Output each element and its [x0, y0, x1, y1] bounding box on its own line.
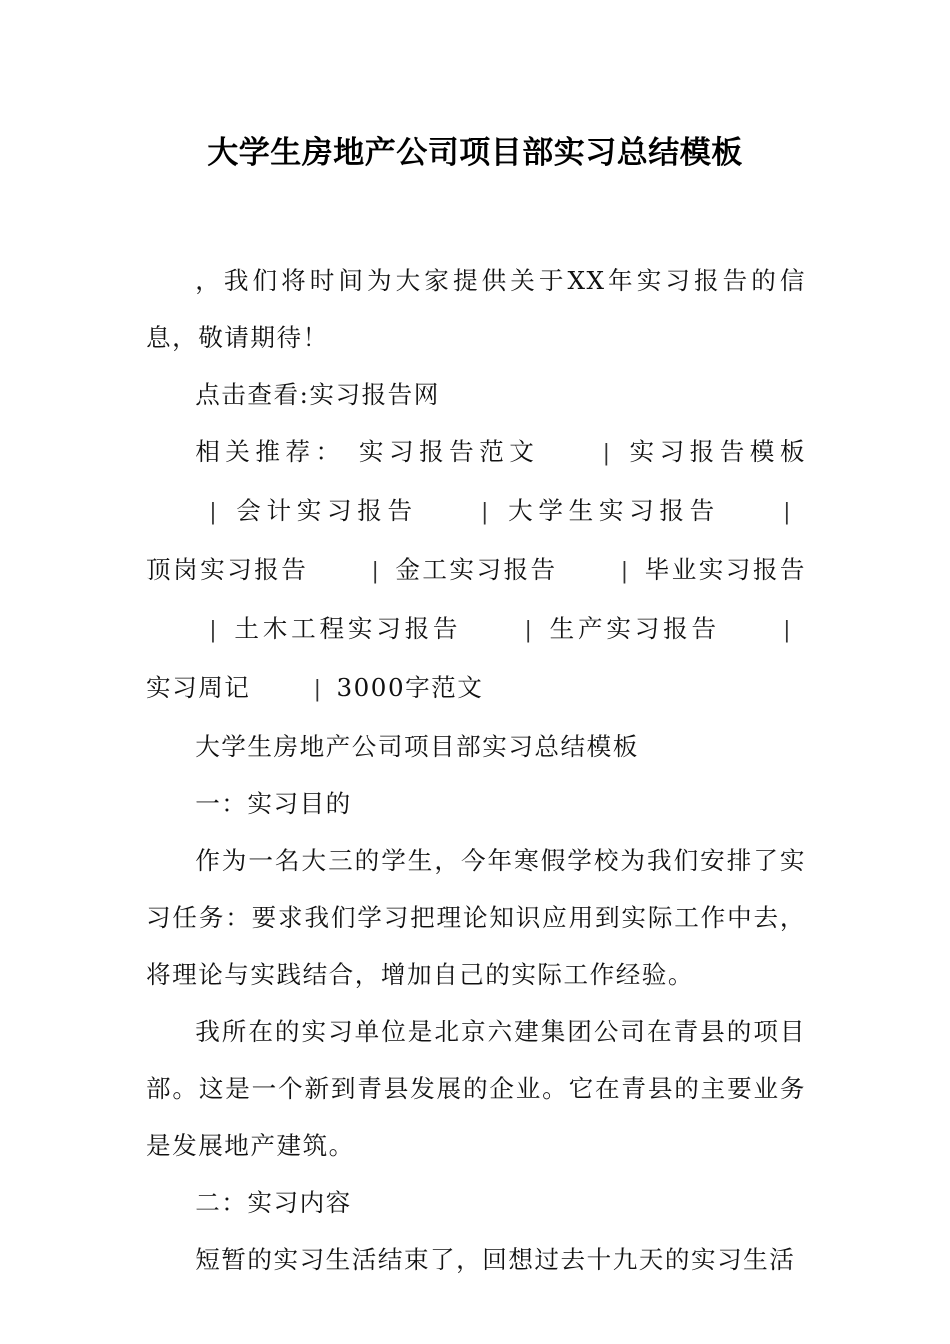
related-recommendations — [146, 423, 806, 718]
section-heading-content: 二：实习内容 — [195, 1188, 352, 1217]
related-link-graduation-report[interactable]: 毕业实习报告 — [643, 555, 806, 584]
related-link-report-template[interactable]: 实习报告模板 — [625, 437, 806, 466]
document-body — [146, 252, 806, 1288]
link-separator: | — [209, 500, 219, 525]
document-title: 大学生房地产公司项目部实习总结模板 — [207, 135, 743, 171]
related-link-student-report[interactable]: 大学生实习报告 — [503, 496, 720, 525]
section-heading-purpose: 一：实习目的 — [195, 789, 352, 818]
link-separator: | — [783, 618, 792, 643]
link-separator: | — [620, 559, 630, 584]
related-link-production-report[interactable]: 生产实习报告 — [547, 614, 720, 643]
link-separator: | — [524, 618, 534, 643]
link-separator: | — [313, 677, 323, 702]
link-separator: | — [783, 500, 792, 525]
related-link-post-report[interactable]: 顶岗实习报告 — [146, 555, 309, 584]
related-link-metalwork-report[interactable]: 金工实习报告 — [394, 555, 558, 584]
click-view-line: 点击查看:实习报告网 — [195, 380, 440, 409]
related-link-weekly-journal[interactable]: 实习周记 — [146, 673, 251, 702]
related-link-3000-words[interactable]: 3000字范文 — [336, 673, 484, 702]
related-link-accounting-report[interactable]: 会计实习报告 — [232, 496, 418, 525]
paragraph-content-start: 短暂的实习生活结束了，回想过去十九天的实习生活 — [195, 1245, 796, 1274]
paragraph-purpose: 作为一名大三的学生，今年寒假学校为我们安排了实习任务：要求我们学习把理论知识应用到实际工作中去，将理论与实践结合，增加自己的实际工作经验。 — [146, 846, 806, 989]
related-link-civil-engineering-report[interactable]: 土木工程实习报告 — [232, 614, 462, 643]
link-separator: | — [209, 618, 219, 643]
link-separator: | — [481, 500, 490, 525]
related-link-report-samples[interactable]: 实习报告范文 — [358, 437, 540, 466]
link-separator: | — [602, 441, 612, 466]
link-separator: | — [371, 559, 381, 584]
paragraph-unit: 我所在的实习单位是北京六建集团公司在青县的项目部。这是一个新到青县发展的企业。它在青县的主要业务是发展地产建筑。 — [146, 1017, 806, 1160]
intro-paragraph: ，我们将时间为大家提供关于XX年实习报告的信息，敬请期待！ — [146, 266, 806, 352]
repeat-title: 大学生房地产公司项目部实习总结模板 — [195, 732, 639, 761]
related-label: 相关推荐： — [195, 437, 346, 466]
